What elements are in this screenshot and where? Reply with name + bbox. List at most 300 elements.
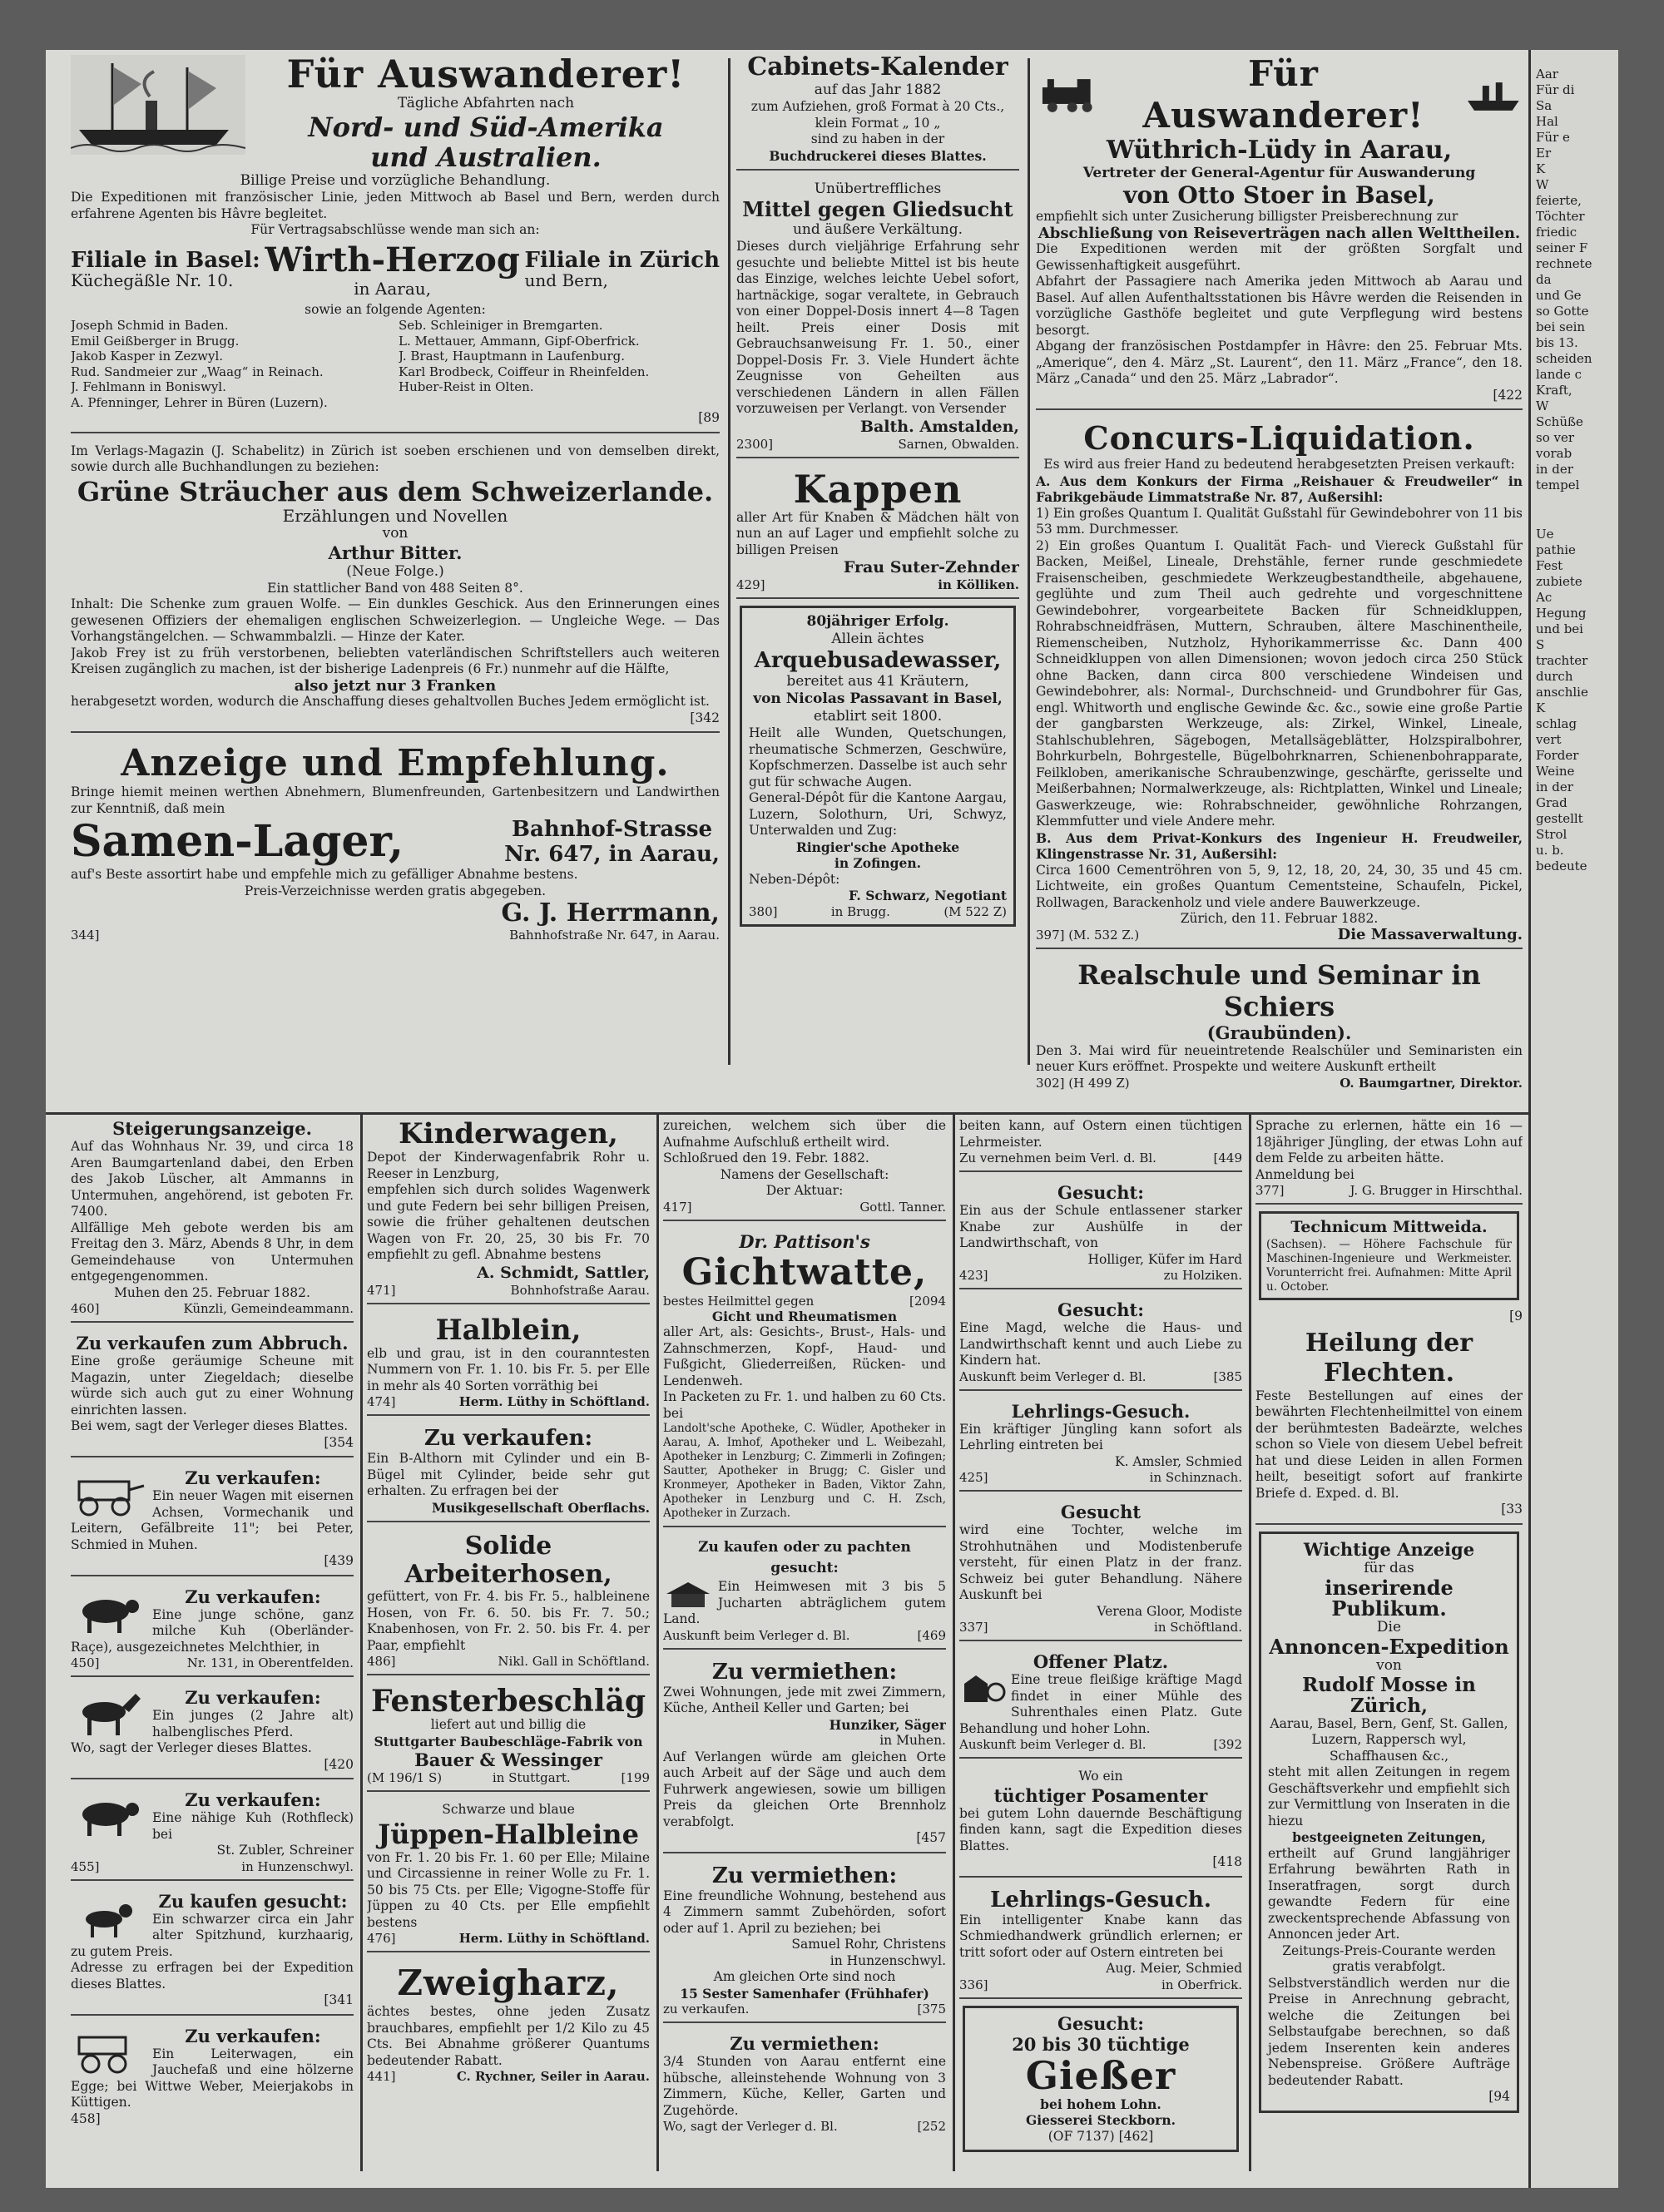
mosse-h5: Annoncen-Expedition: [1269, 1634, 1509, 1659]
bottom-col-5: [1255, 1115, 1523, 2184]
ad-code: [385: [1213, 1368, 1242, 1384]
ad-technicum: [1259, 1211, 1519, 1300]
agent-entry: J. Fehlmann in Boniswyl.: [71, 379, 226, 394]
auswanderer-dest2: und Australien.: [370, 141, 602, 173]
ad-auswanderer-left: [71, 50, 720, 433]
auswanderer-line: Billige Preise und vorzügliche Behandlung.: [240, 172, 551, 189]
abbruch-body: Eine große geräumige Scheune mit Magazin, unter Ziegeldach; dieselbe würde sich auch gut zu einer Wohnung einrichten lassen.: [71, 1353, 354, 1418]
gliedsucht-title: Mittel gegen Gliedsucht: [742, 197, 1013, 221]
abbruch-title: Zu verkaufen zum Abbruch.: [76, 1333, 349, 1353]
edge-fragment: Töchter: [1536, 209, 1585, 224]
agents-left: [71, 318, 392, 410]
gesucht2-body: Eine Magd, welche die Haus- und Landwirthschaft kennt und auch Liebe zu Kindern hat.: [959, 1320, 1242, 1368]
kappen-place: in Kölliken.: [938, 577, 1019, 592]
steigerung-sig: Künzli, Gemeindeammann.: [183, 1301, 354, 1316]
kuh-body: Eine junge schöne, ganz milche Kuh (Oberländer-Raçe), ausgezeichnetes Melchthier, in: [71, 1606, 354, 1655]
gesellschaft-body: zureichen, welchem sich über die Aufnahme Aufschluß ertheilt wird.: [663, 1118, 946, 1150]
gesucht1-title: Gesucht:: [1057, 1182, 1144, 1203]
auswanderer-2-line: Abfahrt der Passagiere nach Amerika jeden Mittwoch ab Aarau und Basel. Auf allen Aufenthaltsstationen bis Hâvre werden die Reisenden in vorzügliche Gasthöfe begleitet und gute Verpflegung wird bestens besorgt.: [1036, 274, 1523, 338]
pferd-body: Wo, sagt der Verleger dieses Blattes.: [71, 1740, 312, 1755]
ad-vermiethen-1: [663, 1656, 946, 1853]
steamship-icon: [71, 55, 245, 155]
ad-auswanderer-right: [1036, 50, 1523, 410]
ad-lehrling-1: [959, 1398, 1242, 1492]
ad-kuh: [71, 1583, 354, 1678]
ad-code: 336]: [959, 1977, 988, 1992]
ad-code: 474]: [367, 1394, 396, 1409]
auswanderer-2-title: Für Auswanderer!: [1142, 53, 1424, 136]
edge-fragment: vert: [1536, 732, 1562, 747]
steigerung-title: Steigerungsanzeige.: [112, 1118, 312, 1139]
edge-fragment: Aar: [1536, 67, 1558, 82]
ad-code: 377]: [1255, 1183, 1285, 1198]
ad-code: [342: [690, 710, 720, 725]
flechten-title: Heilung der Flechten.: [1305, 1328, 1473, 1388]
edge-fragment: Fest: [1536, 558, 1563, 573]
grune-folge: (Neue Folge.): [346, 562, 444, 580]
ad-code: 302] (H 499 Z): [1036, 1075, 1130, 1091]
edge-fragment: schlag: [1536, 716, 1577, 731]
ad-kinderwagen: [367, 1115, 650, 1304]
arq-body: Heilt alle Wunden, Quetschungen, rheumatische Schmerzen, Geschwüre, Kopfschmerzen. Dasselbe ist auch sehr gut für schwache Augen.: [749, 725, 1007, 789]
auswanderer-sub: Tägliche Abfahrten nach: [397, 95, 575, 111]
arbeiterhosen-title: Solide Arbeiterhosen,: [404, 1532, 612, 1589]
ad-code: [354: [324, 1434, 354, 1450]
edge-fragment: trachter: [1536, 653, 1588, 668]
gesucht3-sig: Verena Gloor, Modiste: [1097, 1603, 1242, 1619]
bottom-col-1: [71, 1115, 354, 2184]
halblein-sig: Herm. Lüthy in Schöftland.: [458, 1394, 650, 1409]
leiterwagen-title: Zu verkaufen:: [185, 2025, 321, 2046]
bottom-col-2: [367, 1115, 650, 2184]
gichtwatte-list: Landolt'sche Apotheke, C. Wüdler, Apotheker in Aarau, A. Imhof, Apotheker und L. Weibezahl, Apotheker in Lenzburg; C. Zimmerli in Zofingen; Sautter, Apotheker in Brugg; C. Gisler und Kronmeyer, Apotheker in Baden, Viktor Zahn, Apotheker in Lenzburg und C. H. Zsch, Apotheker in Zurzach.: [663, 1422, 946, 1520]
samen-addr1: Bahnhof-Strasse: [512, 817, 713, 842]
agent-entry: J. Brast, Hauptmann in Laufenburg.: [399, 349, 626, 364]
edge-fragment: pathie: [1536, 542, 1576, 557]
ad-code: [341: [324, 1992, 354, 2007]
mosse-h3: inserirende Publikum.: [1325, 1575, 1454, 1621]
giesser-title: Gießer: [1025, 2052, 1176, 2098]
ad-code: (M 522 Z): [943, 903, 1007, 919]
ad-grune-straucher: [71, 440, 720, 734]
concurs-date: Zürich, den 11. Februar 1882.: [1180, 911, 1379, 926]
arq-line: Ringier'sche Apotheke: [795, 839, 960, 855]
althorn-title: Zu verkaufen:: [423, 1426, 593, 1451]
auswanderer-title: Für Auswanderer!: [286, 52, 686, 96]
ad-cabinets-kalender: [736, 50, 1019, 171]
gliedsucht-sub: und äußere Verkältung.: [792, 221, 963, 238]
adjacent-page-strip: [1528, 50, 1618, 2188]
cabinets-line: auf das Jahr 1882: [814, 82, 942, 98]
fensterbeschlag-line: liefert aut und billig die: [430, 1717, 587, 1732]
agent-entry: Rud. Sandmeier zur „Waag“ in Reinach.: [71, 364, 324, 379]
ad-code: [9: [1509, 1309, 1523, 1324]
column-rule: [1028, 58, 1030, 1065]
locomotive-icon: [1036, 76, 1102, 114]
cow-icon: [71, 1588, 146, 1638]
cabinets-line: zum Aufziehen, groß Format à 20 Cts., klein Format „ 10 „: [750, 99, 1005, 131]
heimwesen-body: Ein Heimwesen mit 3 bis 5 Jucharten abträglichem gutem Land.: [663, 1579, 946, 1626]
kuh-title: Zu verkaufen:: [185, 1586, 321, 1607]
auswanderer-agent-row: [71, 242, 720, 299]
edge-fragment: Strol: [1536, 827, 1567, 842]
ad-mosse-box: [1259, 1532, 1519, 2113]
samen-lager: Samen-Lager,: [71, 816, 404, 867]
edge-fragment: in der: [1536, 462, 1573, 477]
ad-gesellschaft: [663, 1115, 946, 1221]
arq-line: in Zofingen.: [834, 855, 922, 871]
ad-code: [375: [917, 2002, 946, 2017]
spitzhund-body: Ein schwarzer circa ein Jahr alter Spitzhund, kurzhaarig, zu gutem Preis.: [71, 1911, 354, 1959]
zweigharz-body: ächtes bestes, ohne jeden Zusatz brauchbares, empfiehlt per 1/2 Kilo zu 45 Cts. Bei Abnahme größerer Quantums bedeutender Rabatt.: [367, 2004, 650, 2068]
ad-code: 441]: [367, 2069, 396, 2084]
ad-heimwesen: [663, 1534, 946, 1650]
grune-price: also jetzt nur 3 Franken: [294, 676, 497, 695]
auswanderer-2-line: Vertreter der General-Agentur für Auswanderung: [1082, 165, 1476, 181]
ad-code: 417]: [663, 1199, 692, 1215]
arq-line: etablirt seit 1800.: [813, 708, 943, 725]
ad-lehrmeister: [959, 1115, 1242, 1172]
althorn-sig: Musikgesellschaft Oberflachs.: [431, 1499, 650, 1516]
ad-code: [457: [916, 1830, 946, 1845]
edge-fragment: durch: [1536, 669, 1573, 684]
edge-fragment: bis 13.: [1536, 335, 1578, 350]
arbeiterhosen-sig: Nikl. Gall in Schöftland.: [498, 1654, 650, 1669]
vermiethen2-line: Am gleichen Orte sind noch: [713, 1969, 896, 1984]
juppen-title: Jüppen-Halbleine: [378, 1818, 639, 1850]
realschule-body: Den 3. Mai wird für neueintretende Realschüler und Seminaristen ein neuer Kurs eröffnet. Prospekte und weitere Auskunft ertheilt: [1036, 1042, 1523, 1074]
auswanderer-line: Die Expeditionen mit französischer Linie, jeden Mittwoch ab Basel und Bern, werden durch erfahrene Agenten bis Hâvre begleitet.: [71, 190, 720, 221]
edge-fragment: Für di: [1536, 82, 1575, 97]
mosse-h2: für das: [1364, 1559, 1414, 1576]
concurs-a: A. Aus dem Konkurs der Firma „Reishauer & Freudweiler“ in Fabrikgebäude Limmatstraße Nr. 87, Außersihl:: [1036, 473, 1523, 505]
edge-fragment: Ue: [1536, 527, 1554, 542]
grune-author: Arthur Bitter.: [328, 542, 463, 563]
edge-fragment: in der: [1536, 779, 1573, 794]
ad-juppen: [367, 1799, 650, 1952]
edge-fragment: K: [1536, 161, 1546, 176]
mosse-body: bestgeeigneten Zeitungen,: [1292, 1829, 1486, 1845]
zweigharz-title: Zweigharz,: [397, 1962, 620, 2003]
ad-althorn: [367, 1423, 650, 1522]
ad-code: 458]: [71, 2111, 101, 2126]
mosse-body: Zeitungs-Preis-Courante werden gratis verabfolgt.: [1282, 1942, 1496, 1974]
ad-code: [2094: [909, 1293, 946, 1309]
gesucht3-place: in Schöftland.: [1154, 1620, 1242, 1635]
cart-icon: [71, 2027, 146, 2077]
arq-line: von Nicolas Passavant in Basel,: [753, 690, 1003, 707]
vermiethen3-line: Wo, sagt der Verleger d. Bl.: [663, 2119, 838, 2134]
cabinets-line: Buchdruckerei dieses Blattes.: [769, 147, 987, 164]
kappen-title: Kappen: [793, 466, 963, 512]
ad-gesucht-magd: [959, 1296, 1242, 1391]
mosse-h1: Wichtige Anzeige: [1303, 1538, 1475, 1560]
ad-code: [469: [917, 1627, 946, 1643]
vermiethen1-body: Zwei Wohnungen, jede mit zwei Zimmern, Küche, Antheil Keller und Garten; bei: [663, 1684, 946, 1715]
arq-line: 80jähriger Erfolg.: [806, 613, 949, 630]
gliedsucht-pre: Unübertreffliches: [814, 181, 942, 197]
concurs-a2: 2) Ein großes Quantum I. Qualität Fach- und Viereck Gußstahl für Backen, Meißel, Lineale, Drehstähle, ferner runde geschmiedete Fraisenscheiben, geschmiedete Werkzeugbestandtheile, abgehauene, geglühte und zum Theil auch gedrehte und vorgeschnittene Gewindebohrer, vorgearbeitete Backen für Schneidkluppen, Rohrabschneidfräsen, Muttern, Schrauben, ältere Maschinentheile, Riemenscheiben, Nutzholz, Hyhorikammerrisse &c. Dann 400 Schneidkluppen von allen Dimensionen; wovon jedoch circa 250 Stück ohne Backen, dann circa 800 verschiedene Windeisen und Gewindebohrer, als: Normal-, Durchschneid- und Grundbohrer für Gas, engl. Whitworth und englische Gewinde &c. &c., sowie eine große Partie der gangbarsten Werkzeuge, als: Zirkel, Winkel, Lineale, Stahlschublehren, Sägebogen, Metallsägeblätter, Holzspiralbohrer, Bohrkurbeln, Bohrgestelle, Bügelbohrknarren, Schienenbohrapparate, Feilkloben, amerikanische Schraubenzwinge, geschärfte, gerisselte und Meißerbahnen; Normalwerkzeuge, als: Richtplatten, Winkel und Lineale; Gaswerkzeuge, wie: Rohrabschneider, gewöhnliche Rohrzangen, Klemmfutter und viele Andere mehr.: [1036, 537, 1523, 829]
auswanderer-2-line: empfiehlt sich unter Zusicherung billigster Preisberechnung zur: [1036, 209, 1458, 224]
arq-body: General-Dépôt für die Kantone Aargau, Luzern, Solothurn, Uri, Schwyz, Unterwalden und Zug:: [749, 790, 1007, 838]
althorn-body: Ein B-Althorn mit Cylinder und ein B-Bügel mit Cylinder, beide sehr gut erhalten. Zu erfragen bei der: [367, 1451, 650, 1498]
concurs-a1: 1) Ein großes Quantum I. Qualität Gußstahl für Gewindebohrer von 11 bis 53 mm. Durchmesser.: [1036, 505, 1523, 537]
edge-fragment: tempel: [1536, 478, 1580, 492]
edge-text-top: [1531, 50, 1618, 510]
wagen-body: Ein neuer Wagen mit eisernen Achsen, Vormechanik und Leitern, Gefälbreite 11"; bei Peter, Schmied in Muhen.: [71, 1488, 354, 1552]
kuh-addr: Nr. 131, in Oberentfelden.: [186, 1655, 354, 1670]
kinderwagen-place: Bohnhofstraße Aarau.: [510, 1282, 650, 1298]
sprache-sig: J. G. Brugger in Hirschthal.: [1350, 1183, 1523, 1198]
ad-lehrling-2: [959, 1884, 1242, 1999]
ad-gesucht-tochter: [959, 1498, 1242, 1641]
kinderwagen-title: Kinderwagen,: [399, 1117, 618, 1151]
gichtwatte-line: Gicht und Rheumatismen: [711, 1308, 898, 1324]
otto-stoer: von Otto Stoer in Basel,: [1123, 181, 1435, 209]
grune-line: herabgesetzt worden, wodurch die Anschaffung dieses gehaltvollen Buches Jedem ermöglicht ist.: [71, 694, 710, 709]
spitzhund-title: Zu kaufen gesucht:: [158, 1890, 348, 1912]
ad-gesucht-knabe: [959, 1179, 1242, 1289]
juppen-sig: Herm. Lüthy in Schöftland.: [458, 1931, 650, 1946]
edge-fragment: W: [1536, 398, 1549, 413]
vermiethen2-body: Eine freundliche Wohnung, bestehend aus 4 Zimmern sammt Zubehörden, sofort oder auf 1. April zu beziehen; bei: [663, 1888, 946, 1936]
vermiethen1-body: Auf Verlangen würde am gleichen Orte auch Arbeit auf der Säge und auch dem Fuhrwerk angewiesen, sowie um billigen Preis da gleichen Orte Brennholz verabfolgt.: [663, 1749, 946, 1829]
wagen-title: Zu verkaufen:: [185, 1467, 321, 1488]
ad-code: [422: [1493, 387, 1523, 403]
vermiethen2-line: zu verkaufen.: [663, 2002, 750, 2017]
auswanderer-2-line: Abgang der französischen Postdampfer in Hâvre: den 25. Februar Mts. „Amerique“, den 4. März „St. Laurent“, den 11. März „France“, den 18. März „Canada“ und den 25. März „Labrador“.: [1036, 339, 1523, 386]
vermiethen3-body: 3/4 Stunden von Aarau entfernt eine hübsche, alleinstehende Wohnung von 3 Zimmern, Küche, Keller, Garten und Zugehörde.: [663, 2054, 946, 2118]
concurs-line: Es wird aus freier Hand zu bedeutend herabgesetzten Preisen verkauft:: [1043, 457, 1515, 472]
steigerung-body: Allfällige Meh gebote werden bis am Freitag den 3. März, Abends 8 Uhr, in dem Gemeindehause von Untermuhen entgegengenommen.: [71, 1220, 354, 1284]
fensterbeschlag-title: Fensterbeschläg: [370, 1684, 646, 1719]
wirth-herzog: Wirth-Herzog: [265, 240, 520, 280]
edge-fragment: Kraft,: [1536, 383, 1572, 398]
arq-line: Allein ächtes: [831, 631, 924, 647]
lehrling2-place: in Oberfrick.: [1161, 1977, 1242, 1992]
juppen-body: von Fr. 1. 20 bis Fr. 1. 60 per Elle; Milaine und Circassienne in reiner Wolle zu Fr. 1. 50 bis 75 Cts. per Elle; Vigogne-Stoffe für Jüppen zu 40 Cts. per Elle empfiehlt bestens: [367, 1849, 650, 1930]
ad-fensterbeschlag: [367, 1682, 650, 1792]
ad-kuh-2: [71, 1786, 354, 1881]
wagon-icon: [71, 1469, 146, 1519]
edge-fragment: seiner F: [1536, 240, 1588, 255]
auswanderer-2-line: Die Expeditionen werden mit der größten Sorgfalt und Gewissenhaftigkeit ausgeführt.: [1036, 241, 1523, 273]
lehrling1-place: in Schinznach.: [1149, 1470, 1242, 1485]
top-section: [71, 50, 1523, 1111]
sprache-line: Anmeldung bei: [1255, 1166, 1354, 1182]
vermiethen2-line: 15 Sester Samenhafer (Frühhafer): [680, 1985, 929, 2002]
anzeige-line: auf's Beste assortirt habe und empfehle mich zu gefälliger Abnahme bestens.: [71, 867, 578, 882]
pferd-body: Ein junges (2 Jahre alt) halbenglisches Pferd.: [152, 1708, 354, 1739]
ad-flechten: [1255, 1325, 1523, 1525]
kuh2-sig: St. Zubler, Schreiner: [216, 1843, 354, 1858]
agent-entry: L. Mettauer, Ammann, Gipf-Oberfrick.: [399, 333, 640, 349]
horse-icon: [71, 1689, 146, 1739]
lehrling2-body: Ein intelligenter Knabe kann das Schmiedhandwerk gründlich erlernen; er tritt sofort oder auf Ostern eintreten bei: [959, 1912, 1242, 1960]
technicum-body: (Sachsen). — Höhere Fachschule für Maschinen-Ingenieure und Werkmeister. Vorunterricht frei. Aufnahmen: Mitte April u. October.: [1266, 1238, 1512, 1294]
auswanderer-line: Für Vertragsabschlüsse wende man sich an:: [250, 222, 540, 237]
top-col-right: [1036, 50, 1523, 1111]
column-rule: [728, 58, 730, 1065]
grune-line: Ein stattlicher Band von 488 Seiten 8°.: [267, 580, 523, 596]
edge-fragment: Forder: [1536, 748, 1579, 763]
agent-entry: A. Pfenninger, Lehrer in Büren (Luzern).: [71, 394, 328, 410]
top-col-left: [71, 50, 720, 1111]
halblein-title: Halblein,: [435, 1313, 582, 1347]
ad-wagen: [71, 1464, 354, 1576]
gichtwatte-pre: Dr. Pattison's: [739, 1230, 870, 1252]
concurs-sig: Die Massaverwaltung.: [1337, 925, 1523, 943]
gesellschaft-line: Der Aktuar:: [765, 1183, 844, 1198]
kinderwagen-body: Depot der Kinderwagenfabrik Rohr u. Reeser in Lenzburg,: [367, 1150, 650, 1181]
mosse-h6: von: [1376, 1656, 1402, 1674]
agent-entry: Jakob Kasper in Zezwyl.: [71, 349, 224, 364]
ad-code: [449: [1213, 1151, 1242, 1165]
offener-platz-title: Offener Platz.: [1033, 1651, 1169, 1672]
ad-vermiethen-2: [663, 1860, 946, 2024]
offener-platz-line: Auskunft beim Verleger d. Bl.: [959, 1737, 1146, 1752]
edge-fragment: da: [1536, 272, 1552, 287]
column-rule: [1249, 1115, 1251, 2171]
gesellschaft-line: Namens der Gesellschaft:: [720, 1166, 889, 1182]
kappen-sig: Frau Suter-Zehnder: [843, 558, 1019, 577]
anzeige-sig: G. J. Herrmann,: [501, 898, 720, 928]
edge-fragment: Hegung: [1536, 606, 1587, 621]
zweigharz-sig: C. Rychner, Seiler in Aarau.: [456, 2069, 650, 2084]
grune-title: Grüne Sträucher aus dem Schweizerlande.: [77, 475, 714, 507]
vermiethen1-place: in Muhen.: [879, 1733, 946, 1748]
posamenter-title: tüchtiger Posamenter: [993, 1784, 1208, 1806]
gesucht3-body: wird eine Tochter, welche im Strohhutnähen und Modistenberufe versteht, für einen Platz in der franz. Schweiz bei guter Behandlung. Nähere Auskunft bei: [959, 1522, 1242, 1602]
filiale-zurich: Filiale in Zürich: [524, 247, 720, 273]
arq-line: bereitet aus 41 Kräutern,: [786, 673, 969, 690]
vermiethen2-place: in Hunzenschwyl.: [830, 1952, 946, 1968]
edge-fragment: u. b.: [1536, 843, 1564, 858]
gliedsucht-place: Sarnen, Obwalden.: [898, 436, 1019, 452]
sprache-body: Sprache zu erlernen, hätte ein 16 — 18jähriger Jüngling, der etwas Lohn auf dem Felde zu arbeiten hätte.: [1255, 1118, 1523, 1165]
gichtwatte-body: In Packeten zu Fr. 1. und halben zu 60 Cts. bei: [663, 1389, 946, 1421]
edge-fragment: lande c: [1536, 367, 1582, 382]
ad-posamenter: [959, 1765, 1242, 1878]
edge-fragment: anschlie: [1536, 685, 1588, 700]
newspaper-page: [46, 50, 1618, 2188]
ad-leiterwagen: [71, 2022, 354, 2133]
ad-anzeige-empfehlung: [71, 740, 720, 948]
edge-fragment: und Ge: [1536, 288, 1582, 303]
gesellschaft-sig: Gottl. Tanner.: [859, 1199, 946, 1215]
filiale-zurich-addr: und Bern,: [524, 270, 608, 290]
arq-line: Neben-Dépôt:: [749, 871, 840, 887]
mosse-body: ertheilt auf Grund langjähriger Erfahrung bewährten Rath in Inseratfragen, sorgt durch gewandte Federn für eine zweckentsprechende Abfassung von Annoncen jeder Art.: [1268, 1845, 1510, 1942]
ad-offener-platz: [959, 1648, 1242, 1759]
grune-line: Inhalt: Die Schenke zum grauen Wolfe. — Ein dunkles Geschick. Aus den Erinnerungen eines gewesenen Offiziers der ehemaligen englischen Schweizerlegion. — Ungleiche Wege. — Das Vorhangstängelchen. — Schwammbalzli. — Hinze der Kater.: [71, 596, 720, 644]
edge-fragment: S: [1536, 637, 1545, 652]
arq-line: F. Schwarz, Negotiant: [848, 888, 1007, 903]
cabinets-line: sind zu haben in der: [810, 131, 945, 146]
edge-fragment: Für e: [1536, 130, 1570, 145]
gesucht1-sig: Holliger, Küfer im Hard: [1087, 1251, 1242, 1267]
ad-code: 450]: [71, 1655, 100, 1670]
edge-fragment: Hal: [1536, 114, 1558, 129]
edge-fragment: K: [1536, 700, 1546, 715]
edge-fragment: Er: [1536, 146, 1552, 161]
ad-code: 471]: [367, 1282, 396, 1298]
samen-lager-row: [71, 817, 720, 867]
gichtwatte-line: bestes Heilmittel gegen: [663, 1293, 815, 1309]
kappen-body: aller Art für Knaben & Mädchen hält von nun an auf Lager und empfiehlt solche zu billigen Preisen: [736, 509, 1019, 557]
kuh2-body: Eine nähige Kuh (Rothfleck) bei: [152, 1810, 354, 1842]
posamenter-pre: Wo ein: [1078, 1769, 1123, 1784]
gliedsucht-sig: Balth. Amstalden,: [859, 417, 1019, 436]
mill-icon: [959, 1672, 1006, 1705]
bottom-col-4: [959, 1115, 1242, 2184]
gesucht3-title: Gesucht: [1060, 1502, 1142, 1522]
realschule-title: Realschule und Seminar in Schiers: [1077, 958, 1481, 1022]
agents-right: [399, 318, 720, 410]
ad-realschule: [1036, 956, 1523, 1096]
grune-sub: Erzählungen und Novellen: [282, 505, 508, 526]
arbeiterhosen-body: gefüttert, von Fr. 4. bis Fr. 5., halbleinene Hosen, von Fr. 6. 50. bis Fr. 7. 50.; Knabenhosen, von Fr. 2. 50. bis Fr. 4. per Paar, empfiehlt: [367, 1589, 650, 1653]
gesucht1-body: Ein aus der Schule entlassener starker Knabe zur Aushülfe in der Landwirthschaft, von: [959, 1203, 1242, 1250]
ad-code: (OF 7137) [462]: [1047, 2128, 1154, 2144]
concurs-b: B. Aus dem Privat-Konkurs des Ingenieur H. Freudweiler, Klingenstrasse Nr. 31, Außersihl:: [1036, 829, 1523, 862]
arq-place: in Brugg.: [830, 903, 890, 919]
ad-code: 344]: [71, 928, 100, 943]
posamenter-body: bei gutem Lohn dauernde Beschäftigung finden kann, sagt die Expedition dieses Blattes.: [959, 1805, 1242, 1853]
ad-code: (M 196/1 S): [367, 1770, 443, 1785]
ad-code: 2300]: [736, 436, 774, 452]
edge-fragment: bei sein: [1536, 319, 1586, 334]
column-rule: [360, 1115, 363, 2171]
ad-code: 476]: [367, 1931, 396, 1946]
ad-gliedsucht: [736, 177, 1019, 458]
grune-line: Jakob Frey ist zu früh verstorbenen, beliebten vaterländischen Schriftstellers auch weiteren Kreisen zugänglich zu machen, ist der bisherige Ladenpreis (6 Fr.) nunmehr auf die Hälfte,: [71, 645, 720, 676]
edge-fragment: feierte,: [1536, 193, 1582, 208]
column-rule: [656, 1115, 659, 2171]
mosse-h4: Die: [1376, 1618, 1402, 1635]
edge-text-bottom: [1531, 510, 1618, 891]
ad-pferd: [71, 1684, 354, 1779]
gichtwatte-title: Gichtwatte,: [681, 1250, 928, 1294]
agent-entry: Huber-Reist in Olten.: [399, 379, 534, 394]
ad-sprache: [1255, 1115, 1523, 1205]
abbruch-body: Bei wem, sagt der Verleger dieses Blattes.: [71, 1418, 349, 1433]
concurs-title: Concurs-Liquidation.: [1083, 419, 1475, 457]
heimwesen-line: Auskunft beim Verleger d. Bl.: [663, 1627, 850, 1643]
wuthrich-ludy: Wüthrich-Lüdy in Aarau,: [1106, 136, 1453, 165]
technicum-title: Technicum Mittweida.: [1290, 1218, 1488, 1236]
agent-list: [71, 318, 720, 410]
concurs-b1: Circa 1600 Cementröhren von 5, 9, 12, 18, 20, 24, 30, 35 und 45 cm. Lichtweite, ein großes Quantum Cementsteine, Schaufeln, Pickel, Rollwagen, Barackenholz und viele andere Bauwerkzeuge.: [1036, 862, 1523, 910]
dog-icon: [71, 1893, 146, 1942]
vermiethen2-title: Zu vermiethen:: [711, 1863, 898, 1888]
edge-fragment: rechnete: [1536, 256, 1592, 271]
gesucht2-line: Auskunft beim Verleger d. Bl.: [959, 1368, 1146, 1384]
wirth-herzog-place: in Aarau,: [354, 278, 431, 299]
agent-entry: Emil Geißberger in Brugg.: [71, 333, 240, 349]
gesellschaft-date: Schloßrued den 19. Febr. 1882.: [663, 1151, 869, 1165]
grune-intro: Im Verlags-Magazin (J. Schabelitz) in Zürich ist soeben erschienen und von demselben direkt, sowie durch alle Buchhandlungen zu beziehen:: [71, 443, 720, 474]
gliedsucht-body: Dieses durch vieljährige Erfahrung sehr gesuchte und beliebte Mittel ist bis heute das Einzige, welches leichte Uebel sofort, hartnäckige, sogar veraltete, in Gebrauch von einer Doppel-Dosis innert 4—8 Tagen heilt. Preis einer Dosis mit Gebrauchsanweisung Fr. 1. 50., einer Doppel-Dosis Fr. 3. Viele Hundert ächte Zeugnisse von Geheilten aus verschiedenen Ländern in allen Fällen vorzuweisen per Verlangt. von Versender: [736, 239, 1019, 416]
edge-fragment: zubiete: [1536, 574, 1582, 589]
ad-vermiethen-3: [663, 2030, 946, 2139]
agent-entry: Seb. Schleiniger in Bremgarten.: [399, 318, 603, 333]
agent-entry: Joseph Schmid in Baden.: [71, 318, 229, 333]
ad-code: [199: [621, 1770, 650, 1785]
ad-spitzhund: [71, 1888, 354, 2016]
ad-code: 429]: [736, 577, 765, 592]
ad-code: 380]: [749, 903, 778, 919]
